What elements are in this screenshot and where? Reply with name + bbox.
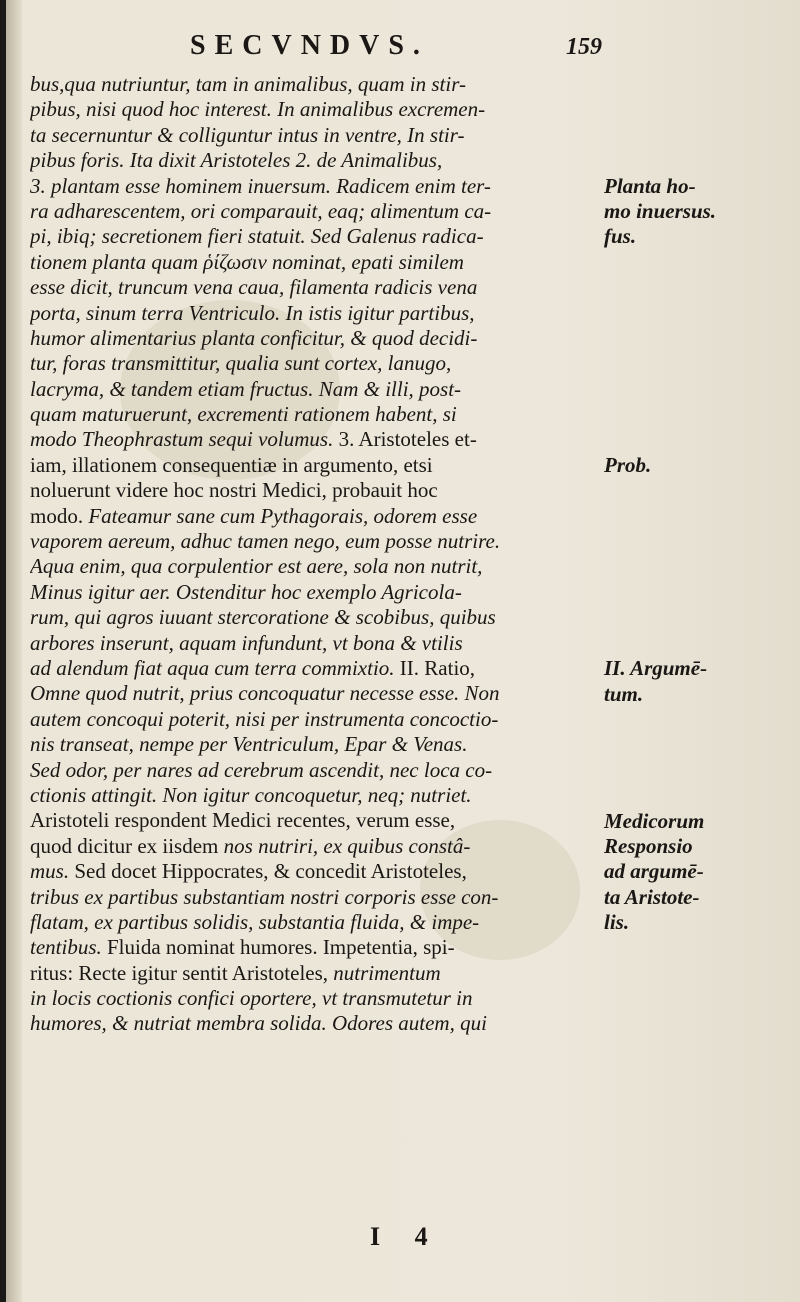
text-segment: pi, ibiq; secretionem fieri statuit. Sed Galenus radica- <box>30 224 484 249</box>
text-segment: autem concoqui poterit, nisi per instrumenta concoctio- <box>30 706 499 731</box>
text-line <box>30 453 602 478</box>
text-segment: Omne quod nutrit, prius concoquatur necesse esse. Non <box>30 681 500 706</box>
text-line <box>30 580 602 605</box>
margin-note: Prob. <box>604 453 652 477</box>
text-line <box>30 961 602 986</box>
text-line <box>30 427 602 452</box>
text-line <box>30 758 602 783</box>
margin-note: ad argumē- <box>604 859 704 884</box>
text-segment: in locis coctionis confici oportere, vt transmutetur in <box>30 986 473 1011</box>
text-segment: modo Theophrastum sequi volumus. <box>30 427 339 452</box>
text-line <box>30 529 602 554</box>
text-line <box>30 910 602 935</box>
text-line <box>30 377 602 402</box>
text-segment: esse dicit, truncum vena caua, filamenta radicis vena <box>30 275 478 300</box>
text-segment: tionem planta quam ῥίζωσιν nominat, epati similem <box>30 249 464 274</box>
text-line <box>30 783 602 808</box>
text-line <box>30 224 602 249</box>
page-shadow <box>6 0 22 1302</box>
text-line <box>30 97 602 122</box>
text-line <box>30 554 602 579</box>
text-segment: bus,qua nutriuntur, tam in animalibus, quam in stir- <box>30 72 466 96</box>
text-line <box>30 301 602 326</box>
text-line <box>30 148 602 173</box>
text-segment: nutrimentum <box>333 960 441 985</box>
text-segment: Sed docet Hippocrates, & concedit Aristoteles, <box>74 859 467 884</box>
text-segment: arbores inserunt, aquam infundunt, vt bona & vtilis <box>30 630 463 655</box>
text-segment: nis transeat, nempe per Ventriculum, Epar & Venas. <box>30 732 468 757</box>
text-segment: vaporem aereum, adhuc tamen nego, eum posse nutrire. <box>30 529 501 554</box>
text-segment: Aristoteli respondent Medici recentes, verum esse, <box>30 808 456 833</box>
margin-note: Responsio <box>604 834 693 858</box>
text-line <box>30 732 602 757</box>
text-line <box>30 250 602 275</box>
text-segment: Fateamur sane cum Pythagorais, odorem esse <box>88 503 478 528</box>
margin-note: mo inuersus. <box>604 199 717 223</box>
text-segment: flatam, ex partibus solidis, substantia fluida, & impe- <box>30 909 480 934</box>
text-segment: modo. <box>30 503 89 528</box>
text-segment: porta, sinum terra Ventriculo. In istis igitur partibus, <box>30 300 475 325</box>
margin-note: lis. <box>604 910 630 935</box>
text-segment: ctionis attingit. Non igitur concoquetur, neq; nutriet. <box>30 782 472 807</box>
text-segment: ritus: Recte igitur sentit Aristoteles, <box>30 960 334 985</box>
text-segment: mus. <box>30 859 75 884</box>
text-segment: iam, illationem consequentiæ in argumento, etsi <box>30 452 433 477</box>
text-line <box>30 1011 602 1036</box>
text-line <box>30 199 602 224</box>
text-line <box>30 935 602 960</box>
text-segment: tur, foras transmittitur, qualia sunt cortex, lanugo, <box>30 351 452 376</box>
text-line <box>30 859 602 884</box>
text-segment: Sed odor, per nares ad cerebrum ascendit, nec loca co- <box>30 757 493 782</box>
text-line <box>30 605 602 630</box>
text-segment: quod dicitur ex iisdem <box>30 833 224 858</box>
text-segment: ra adharescentem, ori comparauit, eaq; alimentum ca- <box>30 198 492 223</box>
text-segment: noluerunt videre hoc nostri Medici, probauit hoc <box>30 478 438 503</box>
margin-note: II. Argumē- <box>604 656 708 681</box>
text-line <box>30 834 602 859</box>
text-segment: lacryma, & tandem etiam fructus. Nam & illi, post- <box>30 376 462 401</box>
text-line <box>30 681 602 706</box>
text-line <box>30 174 602 199</box>
text-line <box>30 72 602 97</box>
signature-mark: I 4 <box>370 1222 442 1251</box>
text-line <box>30 885 602 910</box>
text-line <box>30 986 602 1011</box>
text-segment: humor alimentarius planta conficitur, & quod decidi- <box>30 325 478 350</box>
main-text-block <box>30 72 602 1037</box>
text-line <box>30 707 602 732</box>
text-segment: 3. plantam esse hominem inuersum. Radicem enim ter- <box>30 173 491 198</box>
text-segment: ad alendum fiat aqua cum terra commixtio. <box>30 655 400 680</box>
margin-note: Planta ho- <box>604 173 696 198</box>
text-line <box>30 631 602 656</box>
page-header <box>0 30 640 70</box>
running-head: SECVNDVS. <box>190 30 429 61</box>
text-segment: tribus ex partibus substantiam nostri corporis esse con- <box>30 884 499 909</box>
text-segment: ta secernuntur & colliguntur intus in ventre, In stir- <box>30 122 465 147</box>
text-line <box>30 326 602 351</box>
page-number: 159 <box>566 34 602 60</box>
text-segment: rum, qui agros iuuant stercoratione & scobibus, quibus <box>30 605 496 630</box>
margin-note: fus. <box>604 224 637 249</box>
text-line <box>30 402 602 427</box>
text-segment: Aqua enim, qua corpulentior est aere, sola non nutrit, <box>30 554 483 579</box>
text-segment: quam maturuerunt, excrementi rationem habent, si <box>30 402 457 427</box>
text-line <box>30 123 602 148</box>
text-segment: pibus foris. Ita dixit Aristoteles 2. de Animalibus, <box>30 148 443 173</box>
text-segment: Fluida nominat humores. Impetentia, spi- <box>107 935 455 960</box>
text-line <box>30 808 602 833</box>
text-line <box>30 504 602 529</box>
text-segment: 3. Aristoteles et- <box>338 427 477 452</box>
margin-note: tum. <box>604 681 644 706</box>
text-line <box>30 478 602 503</box>
text-segment: nos nutriri, ex quibus constâ- <box>223 833 471 858</box>
text-line <box>30 275 602 300</box>
margin-note: Medicorum <box>604 808 705 833</box>
text-segment: humores, & nutriat membra solida. Odores autem, qui <box>30 1011 487 1036</box>
text-segment: II. Ratio, <box>399 655 476 680</box>
margin-note: ta Aristote- <box>604 884 700 909</box>
text-line <box>30 656 602 681</box>
text-segment: tentibus. <box>30 935 107 960</box>
text-segment: pibus, nisi quod hoc interest. In animalibus excremen- <box>30 97 486 122</box>
text-segment: Minus igitur aer. Ostenditur hoc exemplo Agricola- <box>30 579 462 604</box>
text-line <box>30 351 602 376</box>
